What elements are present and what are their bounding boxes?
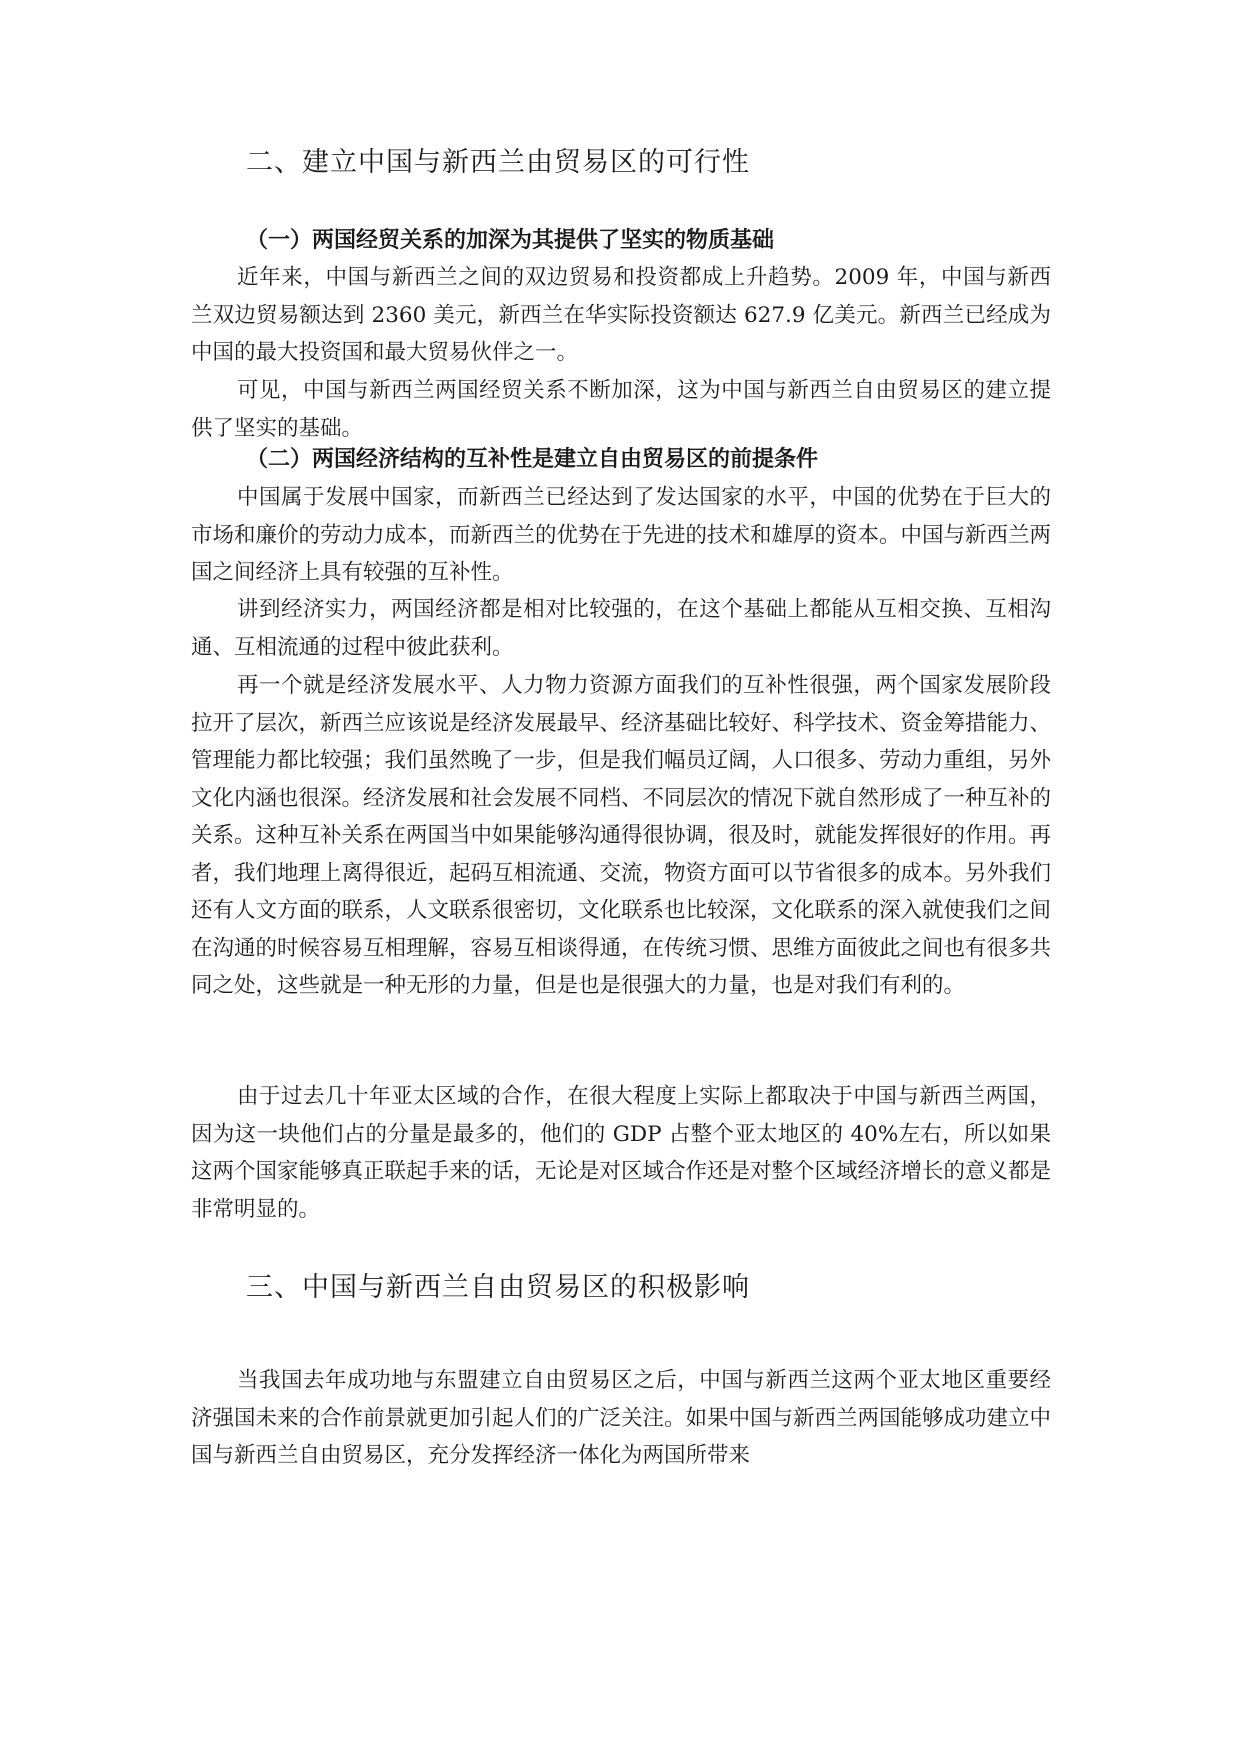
paragraph: 近年来，中国与新西兰之间的双边贸易和投资都成上升趋势。2009 年，中国与新西兰双边贸易额达到 2360 美元，新西兰在华实际投资额达 627.9 亿美元。新西兰已经成为中国的最大投资国和最大贸易伙伴之一。 [191,265,1051,365]
section-heading: 二、建立中国与新西兰由贸易区的可行性 [246,147,750,178]
paragraph: 再一个就是经济发展水平、人力物力资源方面我们的互补性很强，两个国家发展阶段拉开了层次，新西兰应该说是经济发展最早、经济基础比较好、科学技术、资金筹措能力、管理能力都比较强；我们虽然晚了一步，但是我们幅员辽阔，人口很多、劳动力重组，另外文化内涵也很深。经济发展和社会发展不同档、不同层次的情况下就自然形成了一种互补的关系。这种互补关系在两国当中如果能够沟通得很协调，很及时，就能发挥很好的作用。再者，我们地理上离得很近，起码互相流通、交流，物资方面可以节省很多的成本。另外我们还有人文方面的联系，人文联系很密切，文化联系也比较深，文化联系的深入就使我们之间在沟通的时候容易互相理解，容易互相谈得通，在传统习惯、思维方面彼此之间也有很多共同之处，这些就是一种无形的力量，但是也是很强大的力量，也是对我们有利的。 [191,673,1052,998]
paragraph: 中国属于发展中国家，而新西兰已经达到了发达国家的水平，中国的优势在于巨大的市场和廉价的劳动力成本，而新西兰的优势在于先进的技术和雄厚的资本。中国与新西兰两国之间经济上具有较强的互补性。 [191,485,1052,585]
paragraph: 可见，中国与新西兰两国经贸关系不断加深，这为中国与新西兰自由贸易区的建立提供了坚实的基础。 [191,378,1051,441]
paragraph: 当我国去年成功地与东盟建立自由贸易区之后，中国与新西兰这两个亚太地区重要经济强国未来的合作前景就更加引起人们的广泛关注。如果中国与新西兰两国能够成功建立中国与新西兰自由贸易区，充分发挥经济一体化为两国所带来 [191,1368,1052,1468]
subsection-title: （二）两国经济结构的互补性是建立自由贸易区的前提条件 [246,447,819,472]
section-heading: 三、中国与新西兰自由贸易区的积极影响 [246,1272,750,1303]
paragraph: 讲到经济实力，两国经济都是相对比较强的，在这个基础上都能从互相交换、互相沟通、互相流通的过程中彼此获利。 [191,597,1051,660]
subsection-title: （一）两国经贸关系的加深为其提供了坚实的物质基础 [246,228,775,253]
paragraph: 由于过去几十年亚太区域的合作，在很大程度上实际上都取决于中国与新西兰两国，因为这一块他们占的分量是最多的，他们的 GDP 占整个亚太地区的 40%左右，所以如果这两个国家能够真正联起手来的话，无论是对区域合作还是对整个区域经济增长的意义都是非常明显的。 [191,1084,1052,1222]
